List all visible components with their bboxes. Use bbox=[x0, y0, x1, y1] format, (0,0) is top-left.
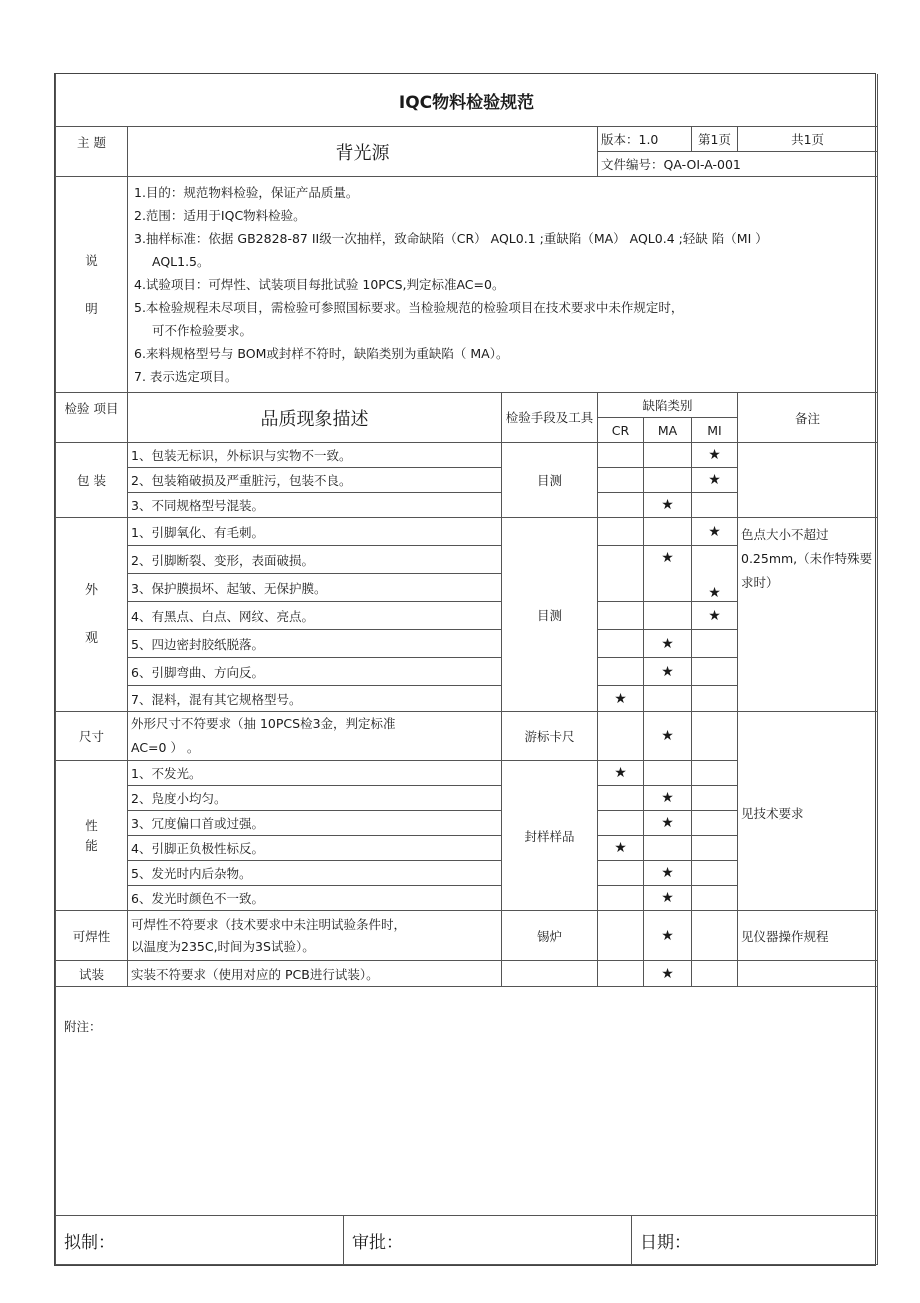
table-row: 1、不发光。 bbox=[128, 761, 502, 786]
section-solderability: 可焊性 bbox=[56, 911, 128, 961]
tool-appearance: 目测 bbox=[502, 518, 598, 712]
note-line: 7. 表示选定项目。 bbox=[134, 369, 238, 384]
spec-table bbox=[55, 74, 878, 1216]
section-performance bbox=[56, 761, 128, 911]
tool-solder: 锡炉 bbox=[502, 911, 598, 961]
mark-ma: ★ bbox=[644, 961, 692, 987]
document-number: 文件编号：QA-OI-A-001 bbox=[598, 152, 878, 177]
notes-side-char-2: 明 bbox=[85, 300, 98, 316]
size-description bbox=[128, 712, 502, 761]
table-row: 4、有黑点、白点、网纹、亮点。 bbox=[128, 602, 502, 630]
table-row: 1、包装无标识，外标识与实物不一致。 bbox=[128, 443, 502, 468]
table-row: 2、凫度小均匀。 bbox=[128, 786, 502, 811]
note-line: 2.范围：适用于IQC物料检验。 bbox=[134, 208, 306, 223]
column-header-remark: 备注 bbox=[738, 393, 878, 443]
note-area: 附注： bbox=[56, 987, 878, 1216]
mark-ma: ★ bbox=[644, 546, 692, 602]
section-trial: 试装 bbox=[56, 961, 128, 987]
note-line: AQL1.5。 bbox=[152, 254, 210, 269]
mark-mi: ★ bbox=[692, 546, 738, 602]
mark-ma: ★ bbox=[644, 911, 692, 961]
note-line: 1.目的：规范物料检验，保证产品质量。 bbox=[134, 185, 359, 200]
mark-mi: ★ bbox=[692, 468, 738, 493]
remark-performance: 见技术要求 bbox=[738, 712, 878, 911]
mark-ma: ★ bbox=[644, 712, 692, 761]
mark-ma: ★ bbox=[644, 811, 692, 836]
mark-ma: ★ bbox=[644, 886, 692, 911]
column-header-tool: 检验手段及工具 bbox=[502, 393, 598, 443]
note-line: 6.来料规格型号与 BOM或封样不符时，缺陷类别为重缺陷（ MA）。 bbox=[134, 346, 509, 361]
section-packing: 包 装 bbox=[56, 443, 128, 518]
note-line: 可不作检验要求。 bbox=[152, 323, 253, 338]
table-row: 6、发光时颜色不一致。 bbox=[128, 886, 502, 911]
mark-mi: ★ bbox=[692, 443, 738, 468]
table-row: 7、混料，混有其它规格型号。 bbox=[128, 686, 502, 712]
solder-desc-line-2: 以温度为235C,时间为3S试验）。 bbox=[131, 938, 315, 954]
section-appearance bbox=[56, 518, 128, 712]
performance-char-1: 性 bbox=[85, 817, 98, 833]
document-title: IQC物料检验规范 bbox=[56, 74, 878, 127]
remark-appearance: 色点大小不超过0.25mm,（未作特殊要求时） bbox=[738, 518, 878, 712]
inspection-document bbox=[54, 73, 876, 1266]
column-header-item: 检验 项目 bbox=[56, 393, 128, 443]
page-total: 共1页 bbox=[738, 127, 878, 152]
solder-desc-line-1: 可焊性不符要求（技术要求中未注明试验条件时， bbox=[131, 916, 407, 932]
mark-ma: ★ bbox=[644, 786, 692, 811]
column-header-ma: MA bbox=[644, 418, 692, 443]
mark-mi: ★ bbox=[692, 602, 738, 630]
table-row: 3、冗度偏口首或过强。 bbox=[128, 811, 502, 836]
column-header-cr: CR bbox=[598, 418, 644, 443]
table-row: 6、引脚弯曲、方向反。 bbox=[128, 658, 502, 686]
mark-ma: ★ bbox=[644, 861, 692, 886]
date-label: 日期： bbox=[632, 1216, 878, 1265]
column-header-mi: MI bbox=[692, 418, 738, 443]
solder-description bbox=[128, 911, 502, 961]
note-line: 3.抽样标准：依据 GB2828-87 II级一次抽样，致命缺陷（CR） AQL0.1 ;重缺陷（MA） AQL0.4 ;轻缺 陷（MI ） bbox=[134, 231, 768, 246]
notes-side-label bbox=[56, 177, 128, 393]
notes-block bbox=[128, 177, 878, 393]
table-row: 4、引脚正负极性标反。 bbox=[128, 836, 502, 861]
table-row: 2、引脚断裂、变形，表面破损。 bbox=[128, 546, 502, 574]
performance-char-2: 能 bbox=[85, 837, 98, 853]
table-row: 2、包装箱破损及严重脏污，包装不良。 bbox=[128, 468, 502, 493]
table-row: 1、引脚氧化、有毛刺。 bbox=[128, 518, 502, 546]
notes-side-char-1: 说 bbox=[85, 252, 98, 268]
tool-size: 游标卡尺 bbox=[502, 712, 598, 761]
mark-mi: ★ bbox=[692, 518, 738, 546]
size-desc-line-2: AC=0 ） 。 bbox=[131, 740, 200, 755]
mark-cr: ★ bbox=[598, 761, 644, 786]
subject-value: 背光源 bbox=[128, 127, 598, 177]
mark-ma: ★ bbox=[644, 493, 692, 518]
mark-ma: ★ bbox=[644, 630, 692, 658]
note-line: 4.试验项目：可焊性、试装项目每批试验 10PCS,判定标准AC=0。 bbox=[134, 277, 505, 292]
trial-description: 实装不符要求（使用对应的 PCB进行试装）。 bbox=[128, 961, 502, 987]
table-row: 3、保护膜损坏、起皱、无保护膜。 bbox=[128, 574, 502, 602]
subject-label: 主 题 bbox=[56, 127, 128, 177]
table-row: 5、四边密封胶纸脱落。 bbox=[128, 630, 502, 658]
mark-cr: ★ bbox=[598, 836, 644, 861]
tool-packing: 目测 bbox=[502, 443, 598, 518]
drafted-by-label: 拟制： bbox=[56, 1216, 344, 1265]
mark-ma: ★ bbox=[644, 658, 692, 686]
version-label: 版本：1.0 bbox=[598, 127, 692, 152]
table-row: 3、不同规格型号混装。 bbox=[128, 493, 502, 518]
size-desc-line-1: 外形尺寸不符要求（抽 10PCS检3金，判定标准 bbox=[131, 716, 396, 731]
table-row: 5、发光时内后杂物。 bbox=[128, 861, 502, 886]
approved-by-label: 审批： bbox=[344, 1216, 632, 1265]
column-header-description: 品质现象描述 bbox=[128, 393, 502, 443]
remark-solder: 见仪器操作规程 bbox=[738, 911, 878, 961]
appearance-char-1: 外 bbox=[84, 582, 98, 598]
mark-cr: ★ bbox=[598, 686, 644, 712]
column-header-defect: 缺陷类别 bbox=[598, 393, 738, 418]
section-size: 尺寸 bbox=[56, 712, 128, 761]
signature-row bbox=[55, 1216, 878, 1265]
page-number: 第1页 bbox=[692, 127, 738, 152]
appearance-char-2: 观 bbox=[84, 630, 98, 646]
tool-performance: 封样样品 bbox=[502, 761, 598, 911]
note-line: 5.本检验规程未尽项目，需检验可参照国标要求。当检验规范的检验项目在技术要求中未作规定时， bbox=[134, 300, 684, 315]
